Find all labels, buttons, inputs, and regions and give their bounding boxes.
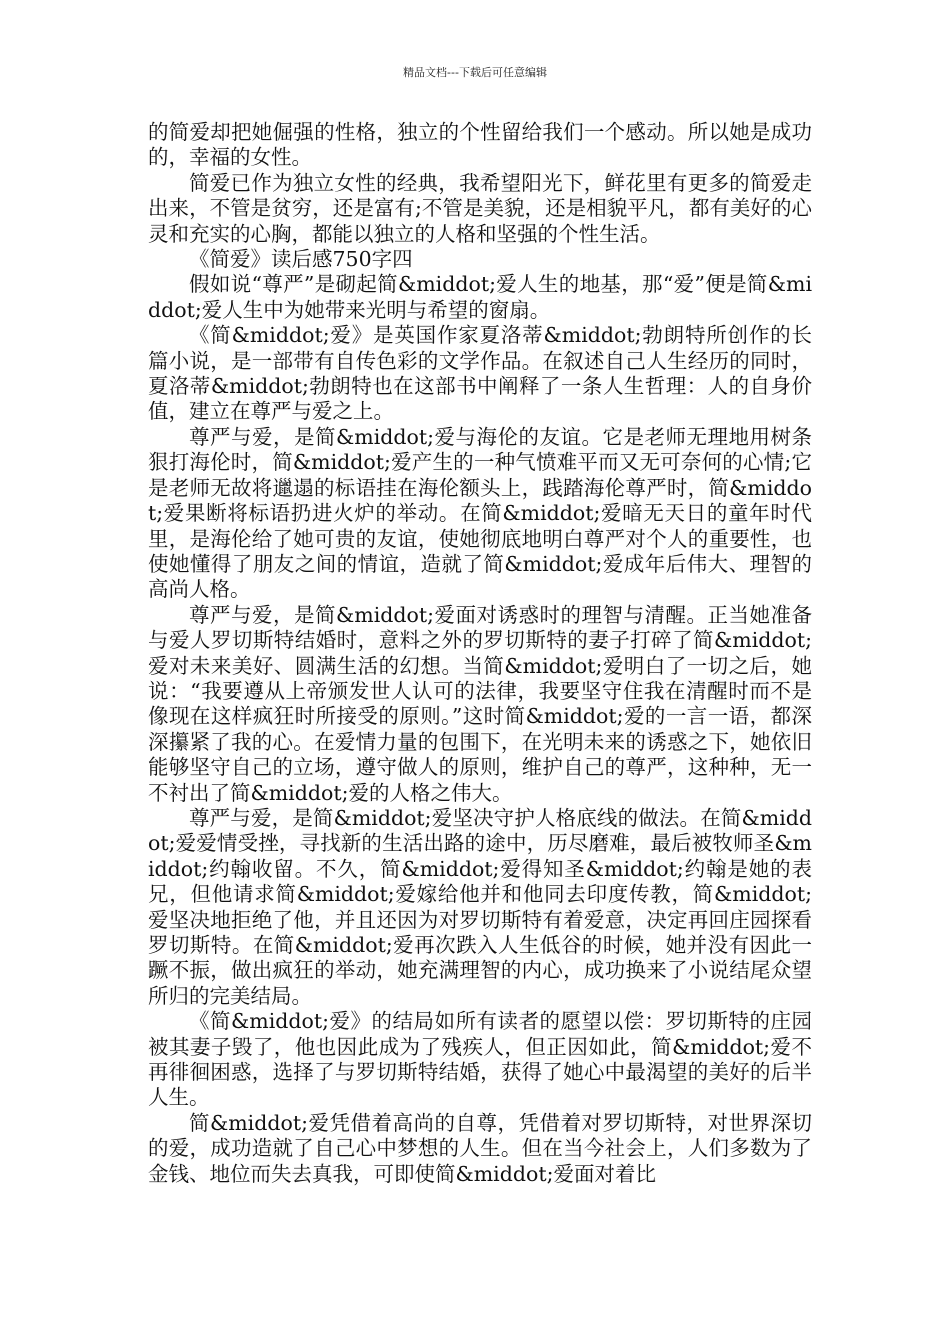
paragraph: 假如说“尊严”是砌起简&middot;爱人生的地基，那“爱”便是简&middot;爱人生中为她带来光明与希望的窗扇。 — [148, 272, 812, 322]
paragraph-continued: 的简爱却把她倔强的性格，独立的个性留给我们一个感动。所以她是成功的，幸福的女性。 — [148, 120, 812, 170]
paragraph: 尊严与爱，是简&middot;爱坚决守护人格底线的做法。在简&middot;爱爱情受挫，寻找新的生活出路的途中，历尽磨难，最后被牧师圣&middot;约翰收留。不久，简&middot;爱得知圣&middot;约翰是她的表兄，但他请求简&middot;爱嫁给他并和他同去印度传教，简&middot;爱坚决地拒绝了他，并且还因为对罗切斯特有着爱意，决定再回庄园探看罗切斯特。在简&middot;爱再次跌入人生低谷的时候，她并没有因此一蹶不振，做出疯狂的举动，她充满理智的内心，成功换来了小说结尾众望所归的完美结局。 — [148, 805, 812, 1008]
paragraph: 《简&middot;爱》是英国作家夏洛蒂&middot;勃朗特所创作的长篇小说，是一部带有自传色彩的文学作品。在叙述自己人生经历的同时，夏洛蒂&middot;勃朗特也在这部书中阐释了一条人生哲理：人的自身价值，建立在尊严与爱之上。 — [148, 323, 812, 424]
page-header: 精品文档---下载后可任意编辑 — [403, 66, 547, 79]
paragraph: 《简&middot;爱》的结局如所有读者的愿望以偿：罗切斯特的庄园被其妻子毁了，他也因此成为了残疾人，但正因如此，简&middot;爱不再徘徊困惑，选择了与罗切斯特结婚，获得了她心中最渴望的美好的后半人生。 — [148, 1009, 812, 1110]
paragraph: 简爱已作为独立女性的经典，我希望阳光下，鲜花里有更多的简爱走出来，不管是贫穷，还是富有;不管是美貌，还是相貌平凡，都有美好的心灵和充实的心胸，都能以独立的人格和坚强的个性生活。 — [148, 170, 812, 246]
document-body — [148, 120, 812, 1187]
paragraph: 尊严与爱，是简&middot;爱与海伦的友谊。它是老师无理地用树条狠打海伦时，简&middot;爱产生的一种气愤难平而又无可奈何的心情;它是老师无故将邋遢的标语挂在海伦额头上，践踏海伦尊严时，简&middot;爱果断将标语扔进火炉的举动。在简&middot;爱暗无天日的童年时代里，是海伦给了她可贵的友谊，使她彻底地明白尊严对个人的重要性，也使她懂得了朋友之间的情谊，造就了简&middot;爱成年后伟大、理智的高尚人格。 — [148, 424, 812, 602]
paragraph: 尊严与爱，是简&middot;爱面对诱惑时的理智与清醒。正当她准备与爱人罗切斯特结婚时，意料之外的罗切斯特的妻子打碎了简&middot;爱对未来美好、圆满生活的幻想。当简&middot;爱明白了一切之后，她说：“我要遵从上帝颁发世人认可的法律，我要坚守住我在清醒时而不是像现在这样疯狂时所接受的原则。”这时简&middot;爱的一言一语，都深深攥紧了我的心。在爱情力量的包围下，在光明未来的诱惑之下，她依旧能够坚守自己的立场，遵守做人的原则，维护自己的尊严，这种种，无一不衬出了简&middot;爱的人格之伟大。 — [148, 602, 812, 805]
paragraph: 简&middot;爱凭借着高尚的自尊，凭借着对罗切斯特，对世界深切的爱，成功造就了自己心中梦想的人生。但在当今社会上，人们多数为了金钱、地位而失去真我，可即使简&middot;爱面对着比 — [148, 1110, 812, 1186]
section-heading: 《简爱》读后感750字四 — [189, 247, 413, 272]
